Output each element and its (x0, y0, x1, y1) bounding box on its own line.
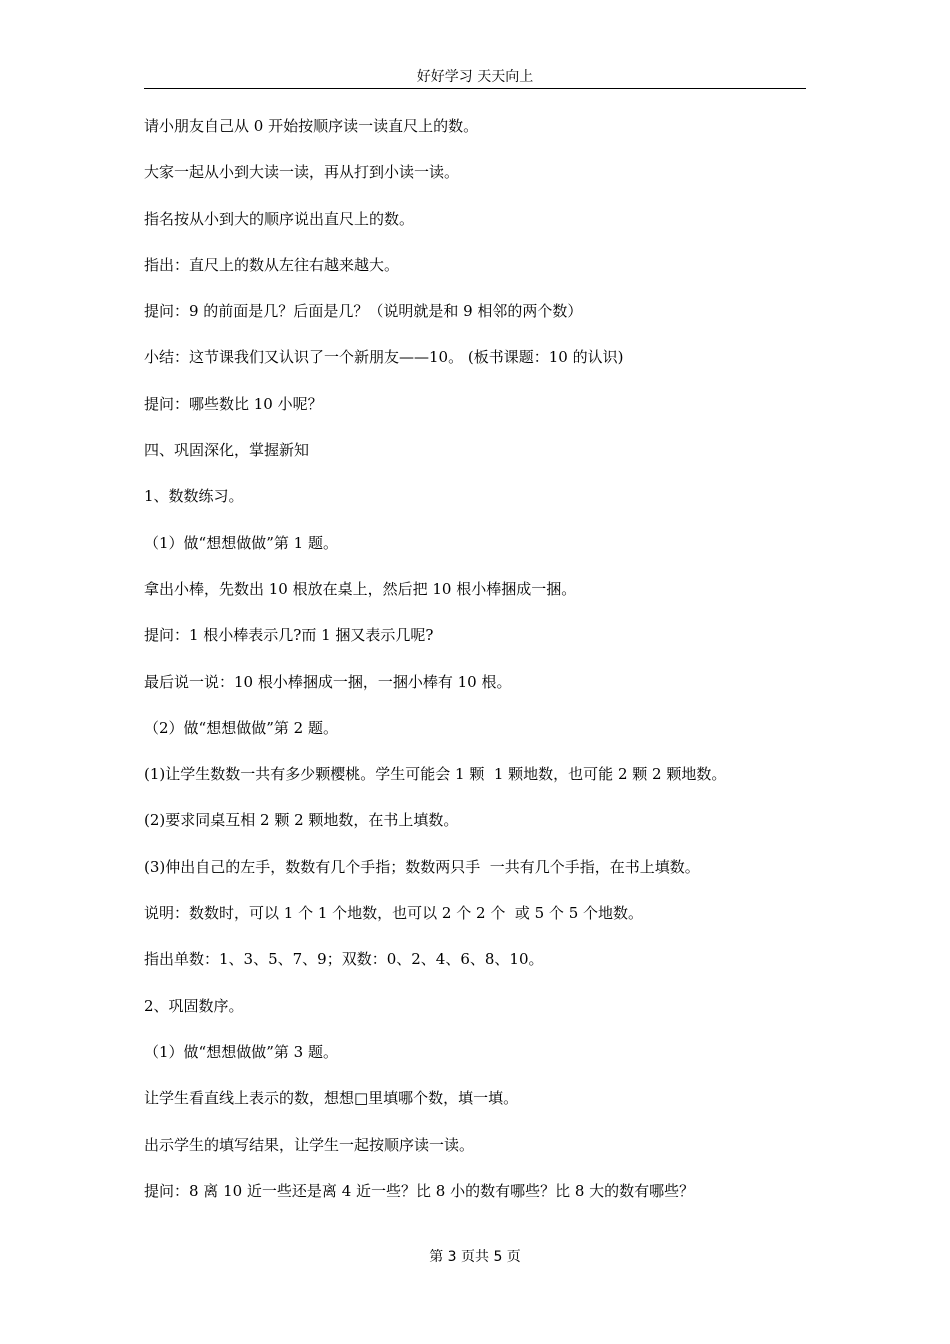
paragraph: 提问：9 的前面是几？后面是几？（说明就是和 9 相邻的两个数） (144, 302, 583, 321)
paragraph: 指名按从小到大的顺序说出直尺上的数。 (144, 209, 415, 228)
paragraph: 拿出小棒，先数出 10 根放在桌上，然后把 10 根小棒捆成一捆。 (144, 579, 577, 598)
section-heading: 四、巩固深化，掌握新知 (144, 441, 310, 460)
paragraph: (1)让学生数数一共有多少颗樱桃。学生可能会 1 颗 1 颗地数，也可能 2 颗 2 颗地数。 (144, 765, 727, 784)
paragraph: 小结：这节课我们又认识了一个新朋友——10。 (板书课题：10 的认识) (144, 348, 624, 367)
document-body (144, 111, 806, 1222)
page-number: 第 3 页共 5 页 (429, 1249, 521, 1265)
paragraph: 指出：直尺上的数从左往右越来越大。 (144, 255, 400, 274)
paragraph: 让学生看直线上表示的数，想想□里填哪个数，填一填。 (144, 1089, 519, 1108)
paragraph: 提问：哪些数比 10 小呢？ (144, 394, 323, 413)
paragraph: 指出单数：1、3、5、7、9；双数：0、2、4、6、8、10。 (144, 950, 544, 969)
paragraph: 请小朋友自己从 0 开始按顺序读一读直尺上的数。 (144, 117, 479, 135)
subsection-heading: 1、数数练习。 (144, 487, 244, 506)
paragraph: （1）做“想想做做”第 3 题。 (144, 1042, 338, 1061)
paragraph: 大家一起从小到大读一读，再从打到小读一读。 (144, 163, 460, 182)
paragraph: 说明：数数时，可以 1 个 1 个地数，也可以 2 个 2 个 或 5 个 5 个地数。 (144, 904, 644, 923)
paragraph: 提问：1 根小棒表示几?而 1 捆又表示几呢? (144, 626, 434, 645)
paragraph: （2）做“想想做做”第 2 题。 (144, 718, 338, 737)
paragraph: （1）做“想想做做”第 1 题。 (144, 533, 338, 552)
subsection-heading: 2、巩固数序。 (144, 996, 244, 1015)
page-header: 好好学习 天天向上 (144, 66, 806, 89)
paragraph: (2)要求同桌互相 2 颗 2 颗地数，在书上填数。 (144, 811, 459, 830)
paragraph: 提问：8 离 10 近一些还是离 4 近一些？比 8 小的数有哪些？比 8 大的数有哪些？ (144, 1181, 695, 1200)
paragraph: 最后说一说：10 根小棒捆成一捆，一捆小棒有 10 根。 (144, 672, 512, 691)
paragraph: (3)伸出自己的左手，数数有几个手指；数数两只手 一共有几个手指，在书上填数。 (144, 857, 700, 876)
paragraph: 出示学生的填写结果，让学生一起按顺序读一读。 (144, 1135, 475, 1154)
